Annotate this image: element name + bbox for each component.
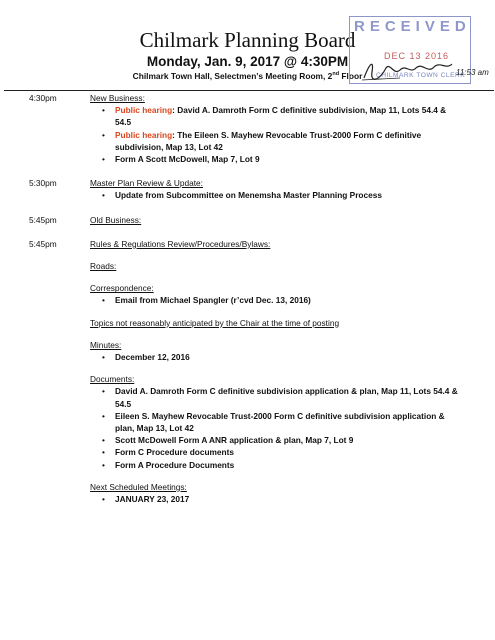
item-text: David A. Damroth Form C definitive subdivision application & plan, Map 11, Lots 54.4 & 54.5 (115, 386, 458, 409)
meeting-date: Monday, Jan. 9, 2017 @ 4:30PM (146, 54, 349, 69)
agenda-time: 4:30pm (29, 93, 57, 103)
agenda-row (0, 238, 495, 505)
agenda-body (90, 238, 462, 505)
agenda-time: 5:45pm (29, 238, 57, 249)
item-list (90, 351, 462, 363)
agenda-time: 5:45pm (29, 214, 57, 225)
board-title: Chilmark Planning Board (139, 28, 356, 52)
item-text: JANUARY 23, 2017 (115, 494, 190, 505)
list-item (90, 446, 462, 458)
list-item (90, 104, 462, 128)
stamp-date: DEC 13 2016 (384, 51, 450, 61)
public-hearing-label: Public hearing (115, 129, 173, 140)
section-heading: Old Business: (90, 214, 142, 225)
list-item (90, 459, 462, 471)
item-list (90, 104, 462, 165)
item-text: Form A Scott McDowell, Map 7, Lot 9 (115, 154, 260, 165)
section-heading: Minutes: (90, 339, 122, 350)
section-heading: Correspondence: (90, 283, 154, 294)
agenda-section (90, 317, 462, 329)
item-list (90, 294, 462, 306)
item-text: Update from Subcommittee on Menemsha Master Planning Process (115, 190, 382, 201)
agenda-section (90, 481, 462, 505)
section-heading: New Business: (90, 93, 145, 103)
location-superscript: nd (332, 71, 340, 78)
item-list (90, 493, 462, 505)
agenda (0, 92, 495, 517)
list-item (90, 385, 462, 409)
list-item (90, 153, 462, 165)
item-list (90, 189, 462, 201)
agenda-section (90, 92, 462, 165)
item-text: Form C Procedure documents (115, 447, 234, 458)
agenda-time: 5:30pm (29, 178, 57, 189)
agenda-section (90, 238, 462, 250)
section-heading: Master Plan Review & Update: (90, 178, 203, 189)
agenda-row (0, 214, 495, 226)
clerk-signature-icon (360, 58, 460, 84)
item-text: Scott McDowell Form A ANR application & plan, Map 7, Lot 9 (115, 435, 354, 446)
item-text: : The Eileen S. Mayhew Revocable Trust-2000 Form C definitive subdivision, Map 13, Lot 42 (115, 129, 422, 152)
section-heading: Documents: (90, 374, 135, 385)
agenda-body (90, 214, 462, 226)
stamp-time-note: 11:53 am (456, 68, 489, 77)
location-text: Chilmark Town Hall, Selectmen’s Meeting Room, 2 (132, 71, 333, 81)
agenda-body (90, 177, 462, 201)
public-hearing-label: Public hearing (115, 105, 173, 116)
agenda-section (90, 339, 462, 363)
item-text: : David A. Damroth Form C definitive subdivision, Map 11, Lots 54.4 & 54.5 (115, 105, 447, 128)
agenda-section (90, 260, 462, 272)
list-item (90, 294, 462, 306)
item-text: Email from Michael Spangler (r’cvd Dec. 13, 2016) (115, 295, 311, 306)
location-floor: Floor (339, 71, 363, 81)
item-text: December 12, 2016 (115, 352, 190, 363)
stamp-clerk: CHILMARK TOWN CLERK (376, 72, 466, 79)
agenda-section (90, 214, 462, 226)
list-item (90, 493, 462, 505)
item-text: Eileen S. Mayhew Revocable Trust-2000 Form C definitive subdivision application & plan, Map 13, Lot 42 (115, 410, 445, 434)
list-item (90, 410, 462, 434)
agenda-row (0, 92, 495, 165)
agenda-section (90, 177, 462, 201)
agenda-section (90, 373, 462, 471)
list-item (90, 129, 462, 153)
agenda-row (0, 177, 495, 201)
section-heading: Rules & Regulations Review/Procedures/Bylaws: (90, 238, 271, 249)
header-divider (4, 90, 494, 91)
list-item (90, 434, 462, 446)
section-heading: Roads: (90, 261, 117, 272)
section-heading: Next Scheduled Meetings: (90, 481, 187, 492)
stamp-received-word: RECEIVED (354, 18, 471, 35)
item-list (90, 385, 462, 470)
agenda-section (90, 282, 462, 306)
item-text: Form A Procedure Documents (115, 459, 235, 470)
section-heading: Topics not reasonably anticipated by the Chair at the time of posting (90, 317, 340, 328)
agenda-body (90, 92, 462, 165)
list-item (90, 351, 462, 363)
list-item (90, 189, 462, 201)
